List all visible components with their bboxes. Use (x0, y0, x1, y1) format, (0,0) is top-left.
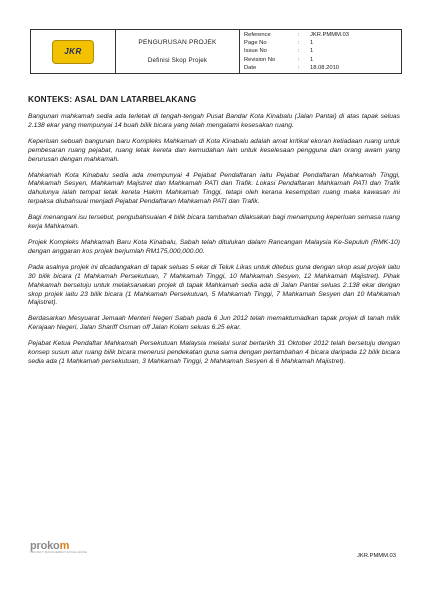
body-paragraph: Projek Kompleks Mahkamah Baru Kota Kinabalu, Sabah telah ditulukan dalam Rancangan Malaysia Ke-Sepuluh (RMK-10) dengan anggaran kos projek berjumlah RM175,000,000.00. (28, 238, 400, 255)
title-cell (116, 30, 240, 73)
body-paragraph: Berdasarkan Mesyuarat Jemaah Menteri Negeri Sabah pada 6 Jun 2012 telah memaktumadkan tapak projek di tanah milik Kerajaan Negeri, Jalan Shariff Osman off Jalan Kolam seluas 6.25 ekar. (28, 315, 400, 332)
meta-row-reference (244, 31, 401, 39)
meta-key: Revision No (244, 56, 276, 63)
jkr-logo (52, 40, 94, 64)
meta-row-page (244, 39, 401, 47)
meta-key: Date (244, 64, 257, 71)
body-paragraph: Mahkamah Kota Kinabalu sedia ada mempunyai 4 Pejabat Pendaftaran iaitu Pejabat Pendaftaran Mahkamah Tinggi, Mahkamah Sesyen, Mahkamah Majistret dan Mahkamah PATI dan Trafik. Lokasi Pendaftaran Mahkamah PATI dan Trafik dahulunya ialah tempat letak kereta Hakim Mahkamah Tinggi, tetapi oleh kerana kesempitan ruang maka kawasan ini terpaksa diubahsuai menjadi Pejabat Pendaftaran Mahkamah PATI dan Trafik. (28, 171, 400, 206)
body-paragraph: Pada asalnya projek ini dicadangakan di tapak seluas 5 ekar di Teluk Likas untuk ditebus guna dengan skop asal projek iaitu 30 bilik bicara (1 Mahkamah Persekutuan, 7 Mahkamah Tinggi, 10 Mahkamah Sesyen, 12 Mahkamah Majistret). Pihak Mahkamah bersetuju untuk melaksanakan projek di tapak Mahkamah sedia ada di Jalan Pantai seluas 2.138 ekar dengan skop projek iaitu 23 bilik bicara (1 Mahkamah Persekutuan, 5 Mahkamah Tinggi, 7 Mahkamah Sesyen dan 10 Mahkamah Majistret). (28, 263, 400, 307)
meta-value: 1 (310, 56, 314, 63)
meta-separator: : (298, 64, 300, 71)
meta-separator: : (298, 56, 300, 63)
meta-value: 1 (310, 40, 314, 47)
document-category: PENGURUSAN PROJEK (138, 38, 217, 46)
meta-row-date (244, 64, 401, 72)
body-paragraph: Bangunan mahkamah sedia ada terletak di tengah-tengah Pusat Bandar Kota Kinabalu (Jalan Pantai) di atas tapak seluas 2.138 ekar yang mempunyai 14 buah bilik bicara yang telah mengalami kesesakan ruang. (28, 113, 400, 129)
meta-separator: : (298, 40, 300, 47)
prokom-wordmark-main: proko (30, 540, 60, 552)
footer-reference: JKR.PMMM.03 (357, 553, 396, 559)
jkr-logo-text: JKR (64, 47, 82, 56)
document-body (28, 95, 400, 374)
meta-row-revision (244, 56, 401, 64)
meta-cell (240, 30, 401, 73)
meta-key: Issue No (244, 48, 267, 55)
section-heading: KONTEKS: ASAL DAN LATARBELAKANG (28, 95, 197, 104)
logo-cell (31, 30, 116, 73)
meta-separator: : (298, 48, 300, 55)
meta-value: 18.08.2010 (310, 64, 340, 71)
document-title: Definisi Skop Projek (147, 57, 208, 65)
prokom-wordmark-accent: m (59, 540, 70, 552)
meta-key: Reference (244, 32, 271, 38)
meta-separator: : (298, 32, 300, 38)
meta-value: JKR.PMMM.03 (310, 32, 349, 38)
prokom-tagline: PROJECT MANAGEMENT EXCELLENCE (30, 550, 87, 554)
body-paragraph: Pejabat Ketua Pendaftar Mahkamah Persekutuan Malaysia melalui surat bertarikh 31 Oktober 2012 telah bersetuju dengan konsep susun atur ruang bilik bicara menerusi pendekatan guna sama dengan pertambahan 4 bicara daripada 12 bilik bicara sedia ada (1 Mahkamah persekutuan, 3 Mahkamah Tinggi, 2 Mahkamah Sesyen & 6 Mahkamah Majistret). (28, 340, 400, 365)
prokom-logo (30, 540, 90, 560)
meta-key: Page No (244, 40, 267, 47)
document-header-table (30, 29, 402, 74)
meta-value: 1 (310, 48, 314, 55)
body-paragraph: Keperluan sebuah bangunan baru Kompleks Mahkamah di Kota Kinabalu adalah amat kritikal ekoran ketiadaan ruang untuk pembesaran ruang pejabat, ruang letak kereta dan kemudahan lain untuk keselesaan pengguna dan orang awam yang berurusan dengan mahkamah. (28, 137, 400, 163)
meta-row-issue (244, 47, 401, 55)
body-paragraph: Bagi menangani isu tersebut, pengubahsuaian 4 bilik bicara tambahan dilaksakan bagi menampung keperluan semasa ruang kerja Mahkamah. (28, 214, 400, 231)
